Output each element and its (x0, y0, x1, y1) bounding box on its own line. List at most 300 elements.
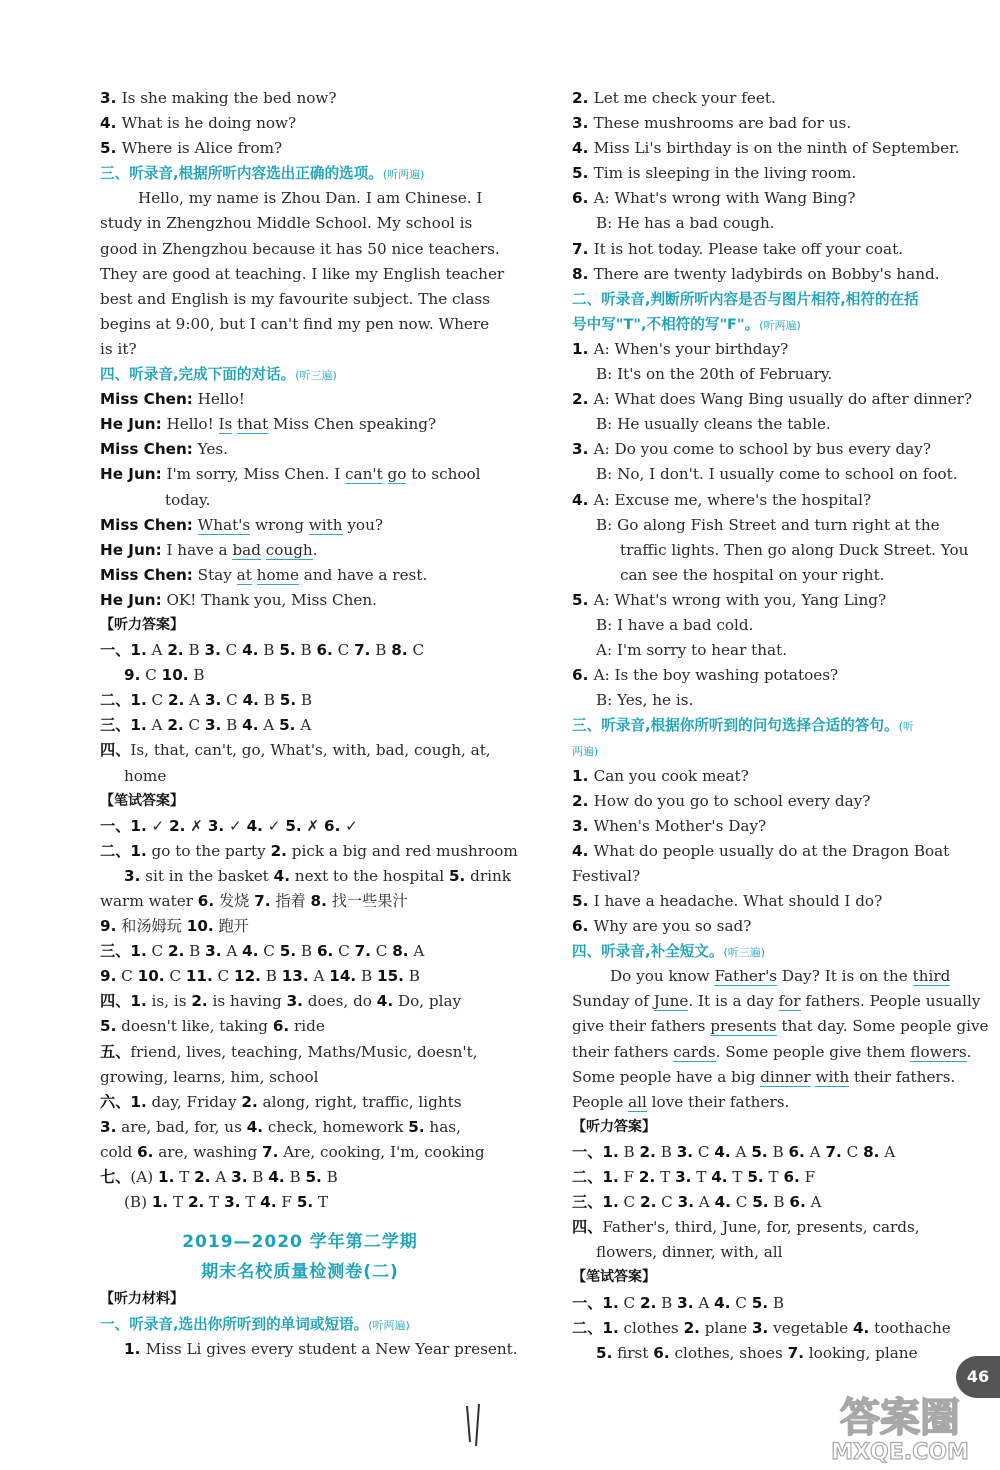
answer-line (100, 1040, 500, 1065)
answer-text: A (146, 641, 168, 660)
watermark-text: 答案圈 (840, 1395, 960, 1441)
question-line: 4. What do people usually do at the Dragon Boat (572, 841, 950, 860)
section-label: 一、 (572, 1142, 603, 1161)
answer-line (100, 964, 500, 989)
answer-text: A (805, 1193, 822, 1212)
answer-text: A (258, 716, 280, 735)
answer-text: sit in the basket (140, 866, 274, 885)
answer-line (100, 1090, 500, 1115)
passage-line: study in Zhengzhou Middle School. My school is (100, 214, 473, 233)
answer-text: T (727, 1168, 748, 1187)
passage-line: Do you know Father's Day? It is on the third (610, 967, 951, 986)
answer-number: 3. (677, 1193, 694, 1212)
answer-text: B (403, 967, 420, 986)
section-label: 七、 (100, 1168, 131, 1187)
answer-line: flowers, dinner, with, all (596, 1243, 783, 1262)
answer-number: 10. (161, 666, 189, 685)
answer-number: 6. (324, 816, 341, 835)
answer-line (572, 1165, 972, 1190)
answer-text: C (116, 967, 138, 986)
dialog-line: B: Yes, he is. (596, 691, 694, 710)
answer-text: C (146, 691, 168, 710)
answer-text: C (656, 1193, 678, 1212)
answer-number: 5. (751, 1293, 769, 1312)
answer-text: C (220, 641, 243, 660)
answer-text: C (164, 967, 186, 986)
answer-text: B (247, 1168, 269, 1187)
question-line: 3. Is she making the bed now? (100, 89, 337, 107)
section-label: 五、 (100, 1042, 131, 1061)
answer-line (100, 1140, 500, 1165)
answer-text: C (183, 716, 205, 735)
answer-number: 2. (167, 716, 184, 735)
listening-material-title: 【听力材料】 (100, 1291, 184, 1308)
answer-number: 2. (270, 841, 287, 860)
answer-number: 3. (286, 992, 303, 1011)
answer-number: 9. (124, 666, 141, 685)
question-line: 8. There are twenty ladybirds on Bobby's hand. (572, 264, 940, 283)
answer-text: (B) (124, 1193, 152, 1212)
answer-text: B (295, 641, 317, 660)
answer-text: B (184, 942, 206, 961)
dialog-line: He Jun: I have a bad cough. (100, 540, 318, 559)
dialog-line: He Jun: I'm sorry, Miss Chen. I can't go to school (100, 465, 481, 484)
passage-line: People all love their fathers. (572, 1092, 790, 1111)
passage-line: They are good at teaching. I like my English teacher (100, 264, 505, 283)
dialog-line: B: No, I don't. I usually come to school on foot. (596, 465, 958, 484)
exam-subtitle: 期末名校质量检测卷(二) (201, 1262, 399, 1283)
answer-number: 4. (714, 1193, 731, 1212)
dialog-line: Miss Chen: Hello! (100, 390, 245, 409)
answer-number: 9. (100, 917, 117, 936)
question-line: 7. It is hot today. Please take off your coat. (572, 239, 904, 258)
answer-text: looking, plane (803, 1343, 918, 1362)
answer-text: B (768, 1193, 790, 1212)
dialog-line: 4. A: Excuse me, where's the hospital? (572, 490, 872, 509)
answer-number: 7. (254, 892, 271, 910)
answer-text: F (618, 1168, 639, 1187)
dialog-line: Miss Chen: What's wrong with you? (100, 515, 383, 534)
answer-text: C (221, 691, 243, 710)
answer-text: C (140, 666, 162, 685)
answer-text: A (730, 1142, 752, 1161)
dialog-line: B: I have a bad cold. (596, 615, 754, 634)
answer-text: B (370, 641, 392, 660)
answer-number: 4. (260, 1193, 277, 1212)
answer-text: T (204, 1193, 225, 1212)
answer-text: B (183, 641, 205, 660)
pen-scribble-mark (463, 1402, 487, 1448)
answer-text: C (730, 1293, 752, 1312)
answer-line (572, 1190, 972, 1215)
section-label: 四、 (100, 992, 131, 1011)
answer-number: 4. (242, 641, 259, 660)
answer-number: 5. (596, 1343, 613, 1362)
section-label: 一、 (572, 1293, 603, 1312)
answer-number: 3. (204, 691, 222, 710)
answer-text: day, Friday (146, 1092, 242, 1111)
answer-number: 13. (281, 967, 309, 986)
answer-text: doesn't like, taking (116, 1017, 273, 1036)
answer-number: 7. (354, 942, 371, 961)
answer-number: 1. (158, 1168, 175, 1187)
answer-text: vegetable (768, 1318, 853, 1337)
answer-number: 7. (354, 641, 371, 660)
section-heading: 两遍) (572, 745, 599, 759)
answer-number: 5. (752, 1193, 769, 1212)
answer-number: 9. (100, 967, 117, 986)
answer-number: 1. (602, 1193, 619, 1212)
answer-text: plane (699, 1318, 752, 1337)
dialog-line: A: I'm sorry to hear that. (596, 641, 788, 660)
dialog-line: B: It's on the 20th of February. (596, 365, 833, 384)
answer-number: 2. (187, 1193, 205, 1212)
watermark-logo (805, 1385, 995, 1465)
dialog-line: traffic lights. Then go along Duck Street. You (620, 540, 969, 559)
answer-text: B (188, 666, 205, 685)
section-label: 二、 (572, 1168, 603, 1187)
dialog-line: 5. A: What's wrong with you, Yang Ling? (572, 590, 887, 609)
answer-text: B (655, 1142, 677, 1161)
passage-line: begins at 9:00, but I can't find my pen now. Where (100, 314, 490, 333)
section-label: 一、 (100, 816, 131, 835)
answer-text: Are, cooking, I'm, cooking (278, 1142, 485, 1161)
answer-text: are, bad, for, us (116, 1117, 247, 1136)
answer-text: B (321, 1168, 338, 1187)
answer-text: T (240, 1193, 261, 1212)
passage-line: good in Zhengzhou because it has 50 nice teachers. (100, 239, 500, 258)
answer-text: C (333, 942, 355, 961)
dialog-line: today. (165, 490, 211, 509)
answer-line (100, 839, 518, 864)
answer-text: A (693, 1293, 715, 1312)
answer-text: C (258, 942, 280, 961)
section-heading: 四、听录音,补全短文。(听三遍) (572, 943, 766, 961)
answer-line (572, 1140, 972, 1165)
answer-number: 5. (279, 716, 296, 735)
answer-text: A (804, 1142, 826, 1161)
answer-number: 3. (205, 942, 222, 961)
answer-number: 1. (602, 1142, 619, 1161)
answer-line (100, 889, 500, 914)
answer-text: ride (289, 1017, 325, 1036)
answer-line (100, 914, 500, 939)
answer-text: F (276, 1193, 297, 1212)
answer-text: F (799, 1168, 816, 1187)
answer-text: B (221, 716, 243, 735)
answer-text: next to the hospital (289, 866, 449, 885)
answer-number: 5. (285, 816, 302, 835)
question-line: 1. Miss Li gives every student a New Year present. (124, 1340, 518, 1359)
answer-text: 发烧 (214, 892, 255, 910)
answer-text: 指着 (270, 892, 311, 910)
answer-number: 2. (167, 641, 184, 660)
answer-line (572, 1341, 972, 1366)
written-answers-title: 【笔试答案】 (100, 792, 184, 809)
answer-text: clothes, shoes (669, 1343, 788, 1362)
dialog-line: B: Go along Fish Street and turn right at the (596, 515, 940, 534)
answer-number: 6. (137, 1142, 154, 1161)
answer-text: B (767, 1142, 789, 1161)
answer-number: 7. (825, 1142, 842, 1161)
answer-text: T (174, 1168, 195, 1187)
answer-text: Father's, third, June, for, presents, cards, (602, 1218, 920, 1237)
answer-text: A (221, 942, 243, 961)
passage-line: best and English is my favourite subject. The class (100, 289, 491, 308)
section-label: 六、 (100, 1092, 131, 1111)
answer-text: ✓ (146, 816, 170, 835)
answer-text: B (260, 967, 282, 986)
answer-number: 2. (640, 1293, 657, 1312)
answer-number: 4. (242, 691, 259, 710)
dialog-line: Miss Chen: Stay at home and have a rest. (100, 565, 428, 584)
answer-text: A (693, 1193, 715, 1212)
answer-text: T (763, 1168, 784, 1187)
question-line: 3. When's Mother's Day? (572, 816, 767, 835)
dialog-line: Miss Chen: Yes. (100, 440, 228, 459)
answer-number: 1. (130, 942, 147, 961)
answer-number: 4. (268, 1168, 285, 1187)
answer-number: 3. (231, 1168, 248, 1187)
answer-text: ✓ (262, 816, 286, 835)
passage-line: give their fathers presents that day. Some people give (572, 1017, 989, 1036)
answer-number: 3. (676, 1142, 694, 1161)
answer-text: B (258, 691, 280, 710)
answer-text: ✗ (185, 816, 208, 835)
answer-number: 1. (130, 841, 147, 860)
passage-line: Some people have a big dinner with their fathers. (572, 1067, 956, 1086)
answer-text: warm water (100, 892, 198, 910)
answer-number: 5. (279, 691, 297, 710)
answer-number: 6. (788, 1142, 805, 1161)
answer-number: 4. (246, 1117, 264, 1136)
answer-line (100, 1115, 500, 1140)
answer-text: T (655, 1168, 676, 1187)
answer-number: 2. (241, 1092, 258, 1111)
section-label: 四、 (572, 1218, 603, 1237)
answer-number: 15. (377, 967, 404, 986)
answer-text: does, do (302, 992, 377, 1011)
answer-text: pick a big and red mushroom (286, 841, 518, 860)
passage-line: is it? (100, 339, 137, 358)
answer-number: 6. (272, 1017, 290, 1036)
answer-text: T (691, 1168, 712, 1187)
answer-number: 11. (185, 967, 213, 986)
answer-number: 3. (207, 816, 225, 835)
answer-number: 12. (234, 967, 261, 986)
answer-number: 2. (638, 1168, 656, 1187)
page-number: 46 (956, 1356, 1000, 1398)
answer-text: 找一些果汁 (326, 892, 408, 910)
question-line: Festival? (572, 866, 641, 885)
answer-number: 2. (168, 942, 185, 961)
answer-number: 4. (714, 1293, 731, 1312)
answer-number: 1. (602, 1168, 619, 1187)
answer-number: 5. (100, 1017, 117, 1036)
answer-number: 4. (714, 1142, 731, 1161)
answer-number: 6. (197, 892, 215, 910)
answer-text: 跑开 (213, 917, 249, 936)
answer-number: 4. (273, 866, 290, 885)
answer-number: 6. (316, 942, 334, 961)
answer-line (100, 738, 500, 763)
answer-line (572, 1316, 972, 1341)
question-line: 4. What is he doing now? (100, 114, 297, 133)
dialog-line: He Jun: Hello! Is that Miss Chen speaking? (100, 415, 437, 434)
question-line: 5. Where is Alice from? (100, 139, 283, 158)
answer-number: 3. (124, 866, 141, 885)
answer-number: 10. (186, 917, 214, 936)
answer-text: (A) (130, 1168, 159, 1187)
answer-number: 1. (130, 691, 147, 710)
section-heading: 二、听录音,判断所听内容是否与图片相符,相符的在括 (572, 290, 919, 308)
answer-text: along, right, traffic, lights (257, 1092, 462, 1111)
answer-text: B (356, 967, 377, 986)
answer-text: A (408, 942, 425, 961)
answer-number: 5. (408, 1117, 425, 1136)
answer-text: are, washing (153, 1142, 263, 1161)
answer-text: C (618, 1193, 640, 1212)
answer-text: B (296, 691, 313, 710)
answer-number: 3. (224, 1193, 241, 1212)
question-line: 3. These mushrooms are bad for us. (572, 114, 852, 133)
answer-number: 2. (169, 816, 186, 835)
section-label: 一、 (100, 641, 131, 660)
section-heading: 三、听录音,根据你所听到的问句选择合适的答句。(听 (572, 717, 914, 735)
passage-line: their fathers cards. Some people give them flowers. (572, 1042, 972, 1061)
answer-text: B (656, 1293, 678, 1312)
answer-number: 5. (305, 1168, 322, 1187)
answer-number: 3. (204, 641, 221, 660)
question-line: 5. I have a headache. What should I do? (572, 892, 883, 910)
answer-line: growing, learns, him, school (100, 1067, 319, 1086)
answer-number: 4. (246, 816, 263, 835)
answer-number: 1. (130, 641, 147, 660)
section-label: 二、 (100, 691, 131, 710)
dialog-line: B: He usually cleans the table. (596, 415, 831, 434)
section-heading: 号中写"T",不相符的写"F"。(听两遍) (572, 315, 801, 333)
answer-line (100, 1165, 500, 1190)
answer-text: C (618, 1293, 640, 1312)
answer-number: 7. (787, 1343, 804, 1362)
answer-number: 1. (130, 816, 147, 835)
answer-text: first (612, 1343, 654, 1362)
answer-number: 5. (279, 942, 297, 961)
answer-text: drink (465, 866, 511, 885)
answer-number: 1. (130, 716, 147, 735)
answer-number: 6. (789, 1193, 806, 1212)
dialog-line: 6. A: Is the boy washing potatoes? (572, 666, 839, 685)
answer-number: 10. (137, 967, 165, 986)
answer-line (100, 688, 500, 713)
answer-number: 14. (329, 967, 357, 986)
answer-number: 2. (194, 1168, 211, 1187)
section-label: 三、 (100, 716, 131, 735)
answer-line (100, 989, 500, 1014)
answer-text: C (730, 1193, 753, 1212)
answer-text: C (212, 967, 234, 986)
answer-text: check, homework (263, 1117, 409, 1136)
section-label: 二、 (100, 841, 131, 860)
answer-text: cold (100, 1142, 138, 1161)
answer-number: 1. (130, 1092, 147, 1111)
written-answers-title: 【笔试答案】 (572, 1269, 656, 1286)
listening-answers-title: 【听力答案】 (572, 1118, 656, 1135)
dialog-line: 1. A: When's your birthday? (572, 339, 789, 358)
answer-text: is, is (146, 992, 192, 1011)
answer-number: 1. (151, 1193, 169, 1212)
passage-line: Sunday of June. It is a day for fathers. People usually (572, 992, 981, 1011)
answer-number: 3. (677, 1293, 694, 1312)
answer-number: 5. (448, 866, 466, 885)
dialog-line: can see the hospital on your right. (620, 565, 885, 584)
answer-number: 8. (863, 1142, 880, 1161)
answer-text: clothes (618, 1318, 684, 1337)
question-line: 6. A: What's wrong with Wang Bing? (572, 189, 856, 208)
passage-line: Hello, my name is Zhou Dan. I am Chinese. I (138, 189, 483, 208)
answer-line (100, 939, 500, 964)
question-line: 6. Why are you so sad? (572, 917, 752, 936)
answer-line (100, 864, 511, 889)
answer-text: A (146, 716, 168, 735)
answer-text: has, (424, 1117, 461, 1136)
answer-text: C (693, 1142, 715, 1161)
question-line: 2. Let me check your feet. (572, 89, 776, 107)
section-label: 三、 (572, 1193, 603, 1212)
answer-number: 3. (675, 1168, 692, 1187)
answer-text: ✓ (340, 816, 358, 835)
answer-line (100, 1014, 500, 1039)
answer-number: 2. (191, 992, 208, 1011)
answer-text: C (370, 942, 393, 961)
answer-text: T (313, 1193, 329, 1212)
answer-text: A (879, 1142, 896, 1161)
answer-text: 和汤姆玩 (116, 917, 187, 936)
answer-text: A (308, 967, 330, 986)
answer-number: 4. (376, 992, 394, 1011)
answer-line (572, 1215, 972, 1240)
answer-number: 2. (640, 1193, 657, 1212)
answer-text: A (210, 1168, 232, 1187)
answer-text: T (168, 1193, 188, 1212)
exam-title: 2019—2020 学年第二学期 (182, 1232, 418, 1253)
answer-number: 5. (751, 1142, 768, 1161)
question-line: 5. Tim is sleeping in the living room. (572, 164, 857, 183)
answer-number: 4. (711, 1168, 728, 1187)
question-line: 4. Miss Li's birthday is on the ninth of September. (572, 139, 960, 158)
watermark-url: MXQE.COM (831, 1440, 969, 1465)
answer-text: ✓ (224, 816, 247, 835)
answer-line (100, 638, 500, 663)
answer-text: Is, that, can't, go, What's, with, bad, cough, at, (130, 741, 491, 760)
answer-number: 4. (852, 1318, 870, 1337)
question-line: B: He has a bad cough. (596, 214, 775, 233)
answer-text: B (284, 1168, 306, 1187)
answer-text: B (296, 942, 317, 961)
answer-number: 8. (391, 641, 408, 660)
answer-text: friend, lives, teaching, Maths/Music, doesn't, (130, 1042, 478, 1061)
answer-text: B (258, 641, 280, 660)
answer-text: C (146, 942, 168, 961)
answer-number: 6. (316, 641, 333, 660)
answer-text: is having (207, 992, 287, 1011)
section-label: 三、 (100, 942, 131, 961)
answer-number: 3. (100, 1117, 117, 1136)
right-column (572, 86, 989, 1366)
section-heading: 三、听录音,根据所听内容选出正确的选项。(听两遍) (100, 165, 425, 183)
answer-number: 5. (747, 1168, 764, 1187)
dialog-line: 2. A: What does Wang Bing usually do after dinner? (572, 390, 973, 409)
